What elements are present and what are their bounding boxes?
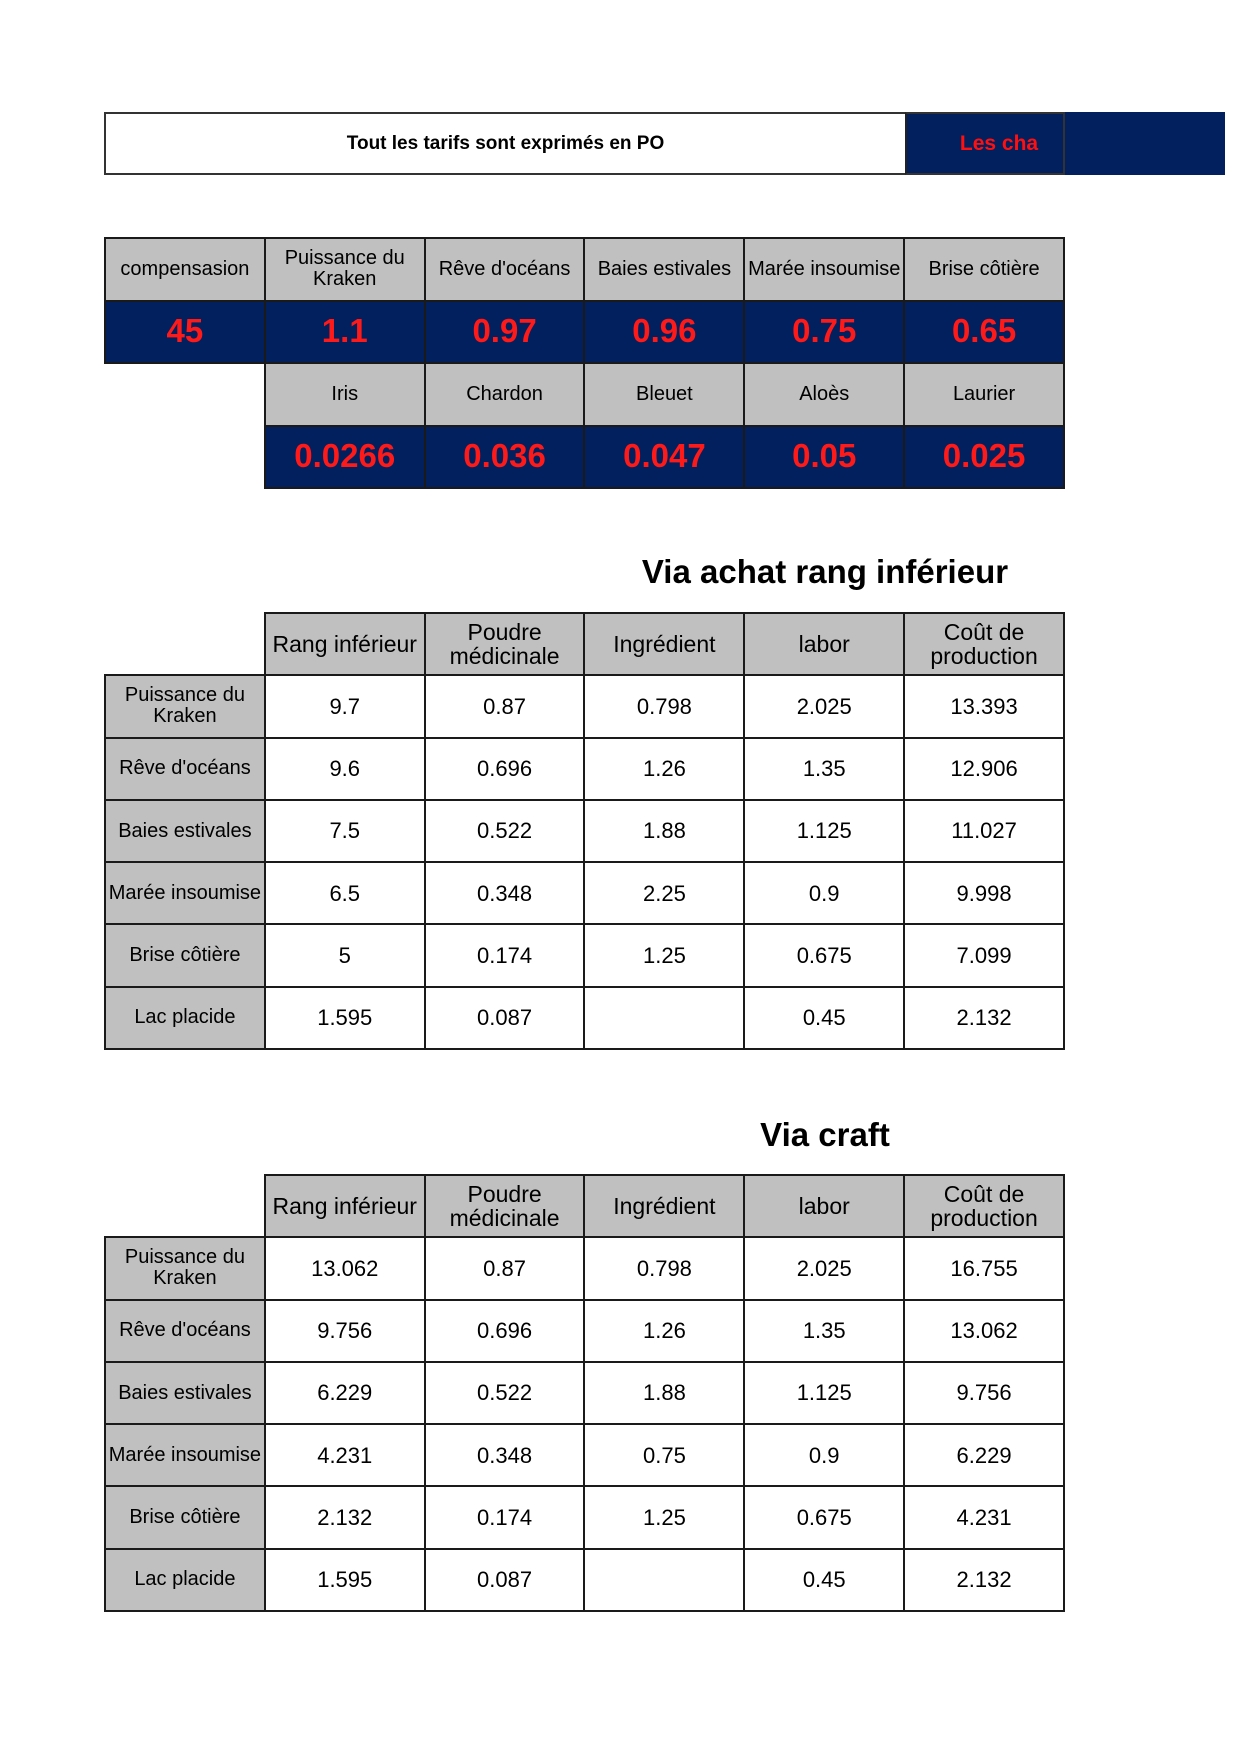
rates-value-row (105, 301, 1064, 364)
column-header-row (105, 1175, 1064, 1237)
pricing-note (104, 112, 905, 175)
table-cell: 0.675 (744, 1486, 904, 1548)
row-label: Baies estivales (105, 1362, 265, 1424)
rates-header-row (105, 238, 1064, 301)
table-cell: 0.348 (425, 862, 585, 924)
rates-value-cell: 0.96 (584, 301, 744, 364)
table-cell: 7.5 (265, 800, 425, 862)
table-cell: 1.35 (744, 1300, 904, 1362)
table-cell: 0.174 (425, 924, 585, 986)
table-row (105, 1424, 1064, 1486)
table-cell: 1.25 (584, 1486, 744, 1548)
table-cell: 9.998 (904, 862, 1064, 924)
table-cell: 1.35 (744, 738, 904, 800)
table-cell: 9.7 (265, 675, 425, 737)
rates-header-cell: compensasion (105, 238, 265, 301)
rates-value-cell: 0.97 (425, 301, 585, 364)
pricing-note-text: Tout les tarifs sont exprimés en PO (346, 132, 665, 154)
table-cell (584, 987, 744, 1049)
table-cell: 0.675 (744, 924, 904, 986)
herbs-value-cell: 0.036 (425, 426, 585, 489)
row-label: Brise côtière (105, 924, 265, 986)
table-cell: 0.798 (584, 1237, 744, 1299)
craft-table (104, 1174, 1065, 1612)
table-cell: 13.393 (904, 675, 1064, 737)
table-cell: 9.6 (265, 738, 425, 800)
rates-table (104, 237, 1065, 489)
table-cell: 0.9 (744, 862, 904, 924)
row-label: Brise côtière (105, 1486, 265, 1548)
table-cell: 0.9 (744, 1424, 904, 1486)
table-row (105, 1300, 1064, 1362)
table-cell: 0.87 (425, 1237, 585, 1299)
table-cell (584, 1549, 744, 1611)
table-cell: 2.025 (744, 1237, 904, 1299)
section-title-achat: Via achat rang inférieur (641, 553, 1009, 590)
herbs-header-cell: Bleuet (584, 363, 744, 426)
table-row (105, 862, 1064, 924)
table-cell: 0.45 (744, 1549, 904, 1611)
column-header-row (105, 613, 1064, 675)
table-row (105, 1486, 1064, 1548)
table-cell: 9.756 (904, 1362, 1064, 1424)
table-cell: 6.229 (265, 1362, 425, 1424)
table-row (105, 738, 1064, 800)
herbs-value-cell: 0.047 (584, 426, 744, 489)
herbs-value-cell: 0.0266 (265, 426, 425, 489)
table-cell: 0.696 (425, 1300, 585, 1362)
row-label: Lac placide (105, 1549, 265, 1611)
row-label: Baies estivales (105, 800, 265, 862)
table-cell: 2.025 (744, 675, 904, 737)
row-label: Marée insoumise (105, 1424, 265, 1486)
table-cell: 1.595 (265, 987, 425, 1049)
row-label: Rêve d'océans (105, 738, 265, 800)
table-cell: 1.125 (744, 1362, 904, 1424)
table-cell: 7.099 (904, 924, 1064, 986)
table-cell: 2.25 (584, 862, 744, 924)
blank-cell (105, 426, 265, 489)
table-cell: 0.696 (425, 738, 585, 800)
table-cell: 12.906 (904, 738, 1064, 800)
table-cell: 1.26 (584, 738, 744, 800)
table-cell: 4.231 (265, 1424, 425, 1486)
column-header: Poudre médicinale (425, 1175, 585, 1237)
table-row (105, 987, 1064, 1049)
table-cell: 0.348 (425, 1424, 585, 1486)
table-cell: 1.26 (584, 1300, 744, 1362)
rates-value-cell: 1.1 (265, 301, 425, 364)
table-cell: 1.88 (584, 1362, 744, 1424)
column-header: Coût de production (904, 613, 1064, 675)
herbs-header-cell: Iris (265, 363, 425, 426)
rates-value-cell: 0.75 (744, 301, 904, 364)
blank-cell (105, 363, 265, 426)
herbs-header-cell: Laurier (904, 363, 1064, 426)
table-cell: 0.522 (425, 1362, 585, 1424)
rates-value-cell: 45 (105, 301, 265, 364)
row-label: Lac placide (105, 987, 265, 1049)
column-header: Rang inférieur (265, 1175, 425, 1237)
column-header: Ingrédient (584, 613, 744, 675)
row-label: Rêve d'océans (105, 1300, 265, 1362)
rates-header-cell: Marée insoumise (744, 238, 904, 301)
column-header: Ingrédient (584, 1175, 744, 1237)
table-cell: 1.25 (584, 924, 744, 986)
table-cell: 9.756 (265, 1300, 425, 1362)
table-row (105, 1362, 1064, 1424)
table-cell: 1.595 (265, 1549, 425, 1611)
column-header: labor (744, 1175, 904, 1237)
table-cell: 2.132 (904, 1549, 1064, 1611)
column-header: labor (744, 613, 904, 675)
table-cell: 0.45 (744, 987, 904, 1049)
herbs-header-cell: Chardon (425, 363, 585, 426)
column-header: Poudre médicinale (425, 613, 585, 675)
table-row (105, 1237, 1064, 1299)
herbs-value-row (105, 426, 1064, 489)
herbs-value-cell: 0.025 (904, 426, 1064, 489)
achat-table (104, 612, 1065, 1050)
table-cell: 0.87 (425, 675, 585, 737)
table-cell: 4.231 (904, 1486, 1064, 1548)
rates-value-cell: 0.65 (904, 301, 1064, 364)
section-title-craft: Via craft (760, 1116, 890, 1153)
rates-header-cell: Baies estivales (584, 238, 744, 301)
table-cell: 6.229 (904, 1424, 1064, 1486)
row-label: Puissance du Kraken (105, 675, 265, 737)
blank-cell (105, 613, 265, 675)
table-cell: 0.798 (584, 675, 744, 737)
row-label: Puissance du Kraken (105, 1237, 265, 1299)
table-row (105, 1549, 1064, 1611)
herbs-header-cell: Aloès (744, 363, 904, 426)
column-header: Coût de production (904, 1175, 1064, 1237)
banner-right-text: Les cha (959, 131, 1039, 155)
banner-right-cell (905, 112, 1065, 175)
herbs-header-row (105, 363, 1064, 426)
table-row (105, 800, 1064, 862)
table-cell: 1.88 (584, 800, 744, 862)
table-cell: 6.5 (265, 862, 425, 924)
column-header: Rang inférieur (265, 613, 425, 675)
table-cell: 0.174 (425, 1486, 585, 1548)
rates-header-cell: Brise côtière (904, 238, 1064, 301)
table-cell: 11.027 (904, 800, 1064, 862)
table-cell: 2.132 (904, 987, 1064, 1049)
table-cell: 0.75 (584, 1424, 744, 1486)
table-cell: 0.522 (425, 800, 585, 862)
table-cell: 0.087 (425, 1549, 585, 1611)
blank-cell (105, 1175, 265, 1237)
table-row (105, 675, 1064, 737)
herbs-value-cell: 0.05 (744, 426, 904, 489)
rates-header-cell: Puissance du Kraken (265, 238, 425, 301)
table-cell: 0.087 (425, 987, 585, 1049)
rates-header-cell: Rêve d'océans (425, 238, 585, 301)
row-label: Marée insoumise (105, 862, 265, 924)
table-cell: 13.062 (904, 1300, 1064, 1362)
table-cell: 13.062 (265, 1237, 425, 1299)
table-cell: 1.125 (744, 800, 904, 862)
table-cell: 5 (265, 924, 425, 986)
table-cell: 2.132 (265, 1486, 425, 1548)
table-cell: 16.755 (904, 1237, 1064, 1299)
table-row (105, 924, 1064, 986)
